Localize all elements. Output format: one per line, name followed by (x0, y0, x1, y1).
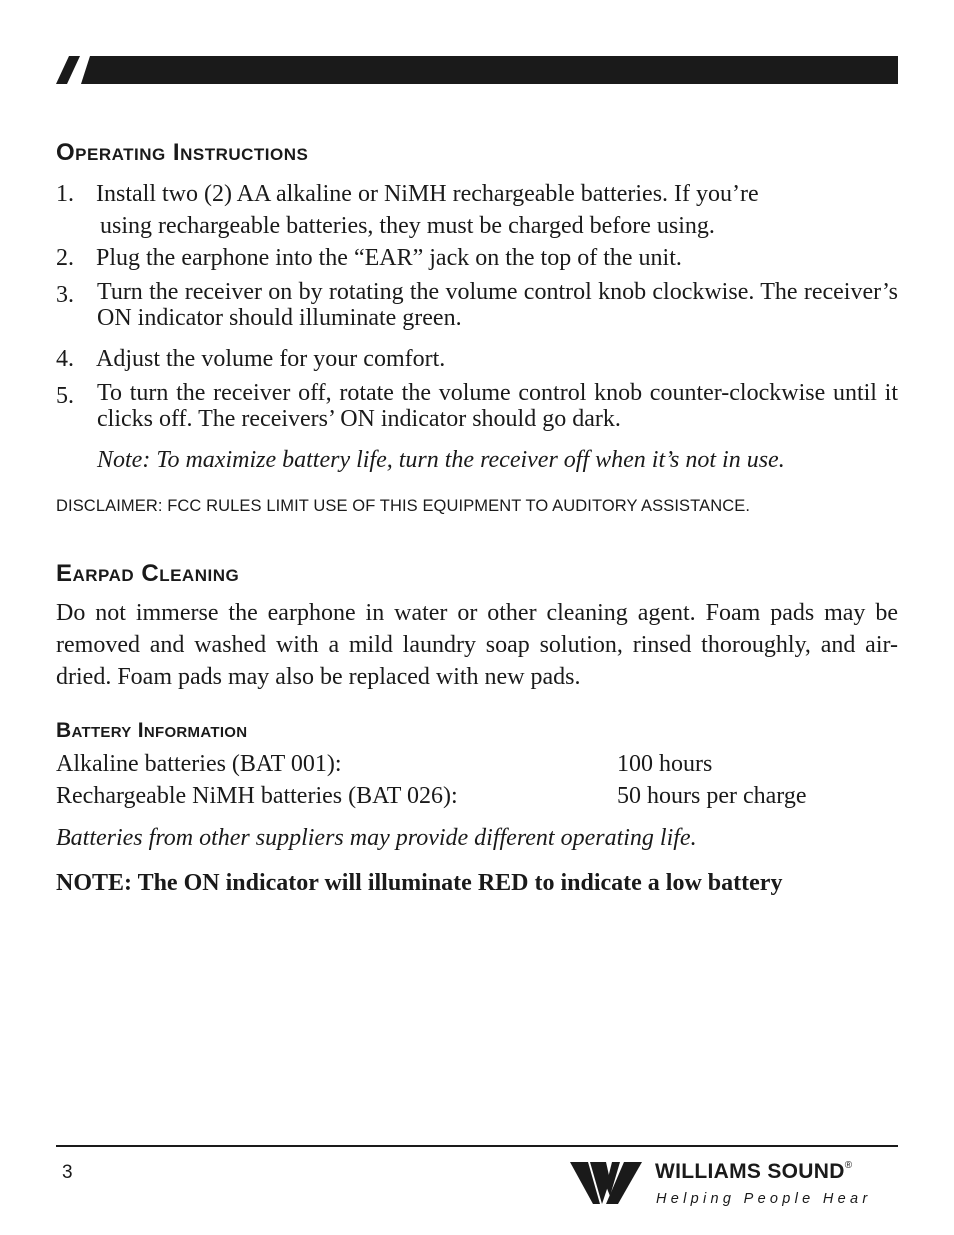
operating-item-5: To turn the receiver off, rotate the volume control knob counter-clockwise until it clicks off. The receivers’ ON indicator should go dark. (97, 380, 898, 432)
operating-item-4 (56, 343, 898, 375)
operating-item-2 (56, 242, 898, 274)
registered-mark: ® (844, 1160, 853, 1171)
operating-heading: Operating Instructions (56, 139, 309, 166)
header-bar (56, 56, 898, 84)
item-number-5: 5. (56, 383, 74, 409)
battery-row-label: Alkaline batteries (BAT 001): (56, 751, 342, 777)
item-text: Plug the earphone into the “EAR” jack on the top of the unit. (96, 245, 682, 271)
operating-item-1 (56, 178, 898, 210)
item-number: 1. (56, 181, 74, 207)
brand-name (655, 1160, 852, 1184)
battery-heading: Battery Information (56, 719, 248, 742)
footer-rule (56, 1145, 898, 1147)
earpad-paragraph: Do not immerse the earphone in water or other cleaning agent. Foam pads may be removed and washed with a mild laundry soap solution, rinsed thoroughly, and air-dried. Foam pads may also be replaced with new pads. (56, 600, 898, 690)
battery-row-label: Rechargeable NiMH batteries (BAT 026): (56, 783, 458, 809)
williams-sound-logo-icon (570, 1162, 644, 1204)
earpad-heading: Earpad Cleaning (56, 560, 240, 587)
item-number-3: 3. (56, 282, 74, 308)
operating-item-1-continued: using rechargeable batteries, they must be charged before using. (100, 213, 715, 239)
page-number: 3 (62, 1162, 73, 1183)
item-number: 2. (56, 245, 74, 271)
item-text: Adjust the volume for your comfort. (96, 346, 446, 372)
battery-row-value: 100 hours (617, 751, 713, 777)
battery-row-value: 50 hours per charge (617, 783, 807, 809)
item-number: 4. (56, 346, 74, 372)
battery-supplier-note: Batteries from other suppliers may provide different operating life. (56, 825, 697, 851)
battery-life-note: Note: To maximize battery life, turn the receiver off when it’s not in use. (97, 447, 785, 473)
disclaimer: DISCLAIMER: FCC RULES LIMIT USE OF THIS EQUIPMENT TO AUDITORY ASSISTANCE. (56, 497, 751, 515)
low-battery-note: NOTE: The ON indicator will illuminate RED to indicate a low battery (56, 870, 783, 896)
item-text-line1: Install two (2) AA alkaline or NiMH rechargeable batteries. If you’re (96, 181, 759, 207)
brand-tagline: Helping People Hear (656, 1191, 872, 1207)
brand-text: WILLIAMS SOUND (655, 1160, 845, 1183)
operating-item-3: Turn the receiver on by rotating the volume control knob clockwise. The receiver’s ON indicator should illuminate green. (97, 279, 898, 331)
